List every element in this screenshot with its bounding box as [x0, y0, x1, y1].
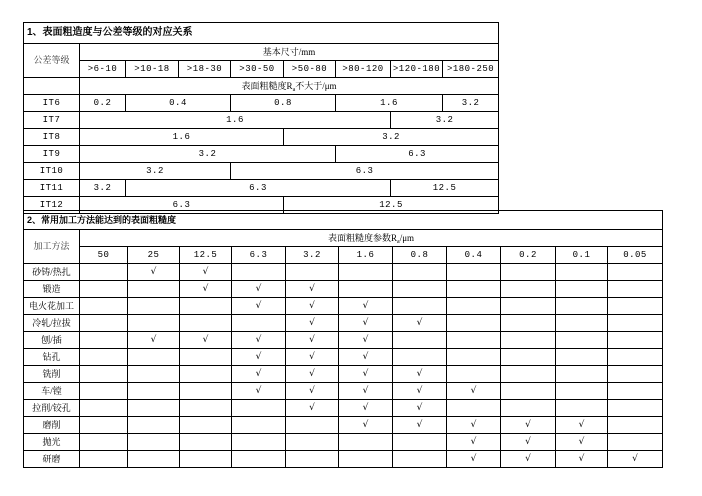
table-row	[24, 315, 663, 332]
size-range-3: >18-30	[179, 61, 231, 78]
empty-cell	[447, 332, 501, 349]
table-row	[24, 332, 663, 349]
check-mark: √	[339, 315, 393, 332]
section1-title: 1、表面粗造度与公差等级的对应关系	[24, 23, 499, 44]
empty-cell	[339, 434, 393, 451]
grade-it7: IT7	[24, 112, 80, 129]
table-row	[24, 451, 663, 468]
empty-cell	[608, 366, 663, 383]
ra-cell: 0.8	[231, 95, 336, 112]
empty-cell	[556, 315, 608, 332]
ra-cell: 3.2	[80, 163, 231, 180]
size-range-5: >50-80	[284, 61, 336, 78]
ra-value-header: 0.05	[608, 247, 663, 264]
empty-cell	[232, 315, 286, 332]
method-name: 抛光	[24, 434, 80, 451]
check-mark: √	[393, 417, 447, 434]
check-mark: √	[393, 400, 447, 417]
method-name: 磨削	[24, 417, 80, 434]
empty-cell	[286, 264, 339, 281]
method-name: 锻造	[24, 281, 80, 298]
empty-cell	[556, 400, 608, 417]
ra-value-header: 0.2	[501, 247, 556, 264]
ra-limit-header: 表面粗糙度$R_a$不大于/μm	[80, 78, 499, 95]
ra-cell: 1.6	[80, 112, 391, 129]
empty-cell	[447, 366, 501, 383]
empty-cell	[80, 281, 128, 298]
empty-cell	[180, 315, 232, 332]
empty-cell	[286, 417, 339, 434]
size-range-8: >180-250	[443, 61, 499, 78]
empty-cell	[556, 281, 608, 298]
empty-cell	[128, 451, 180, 468]
ra-value-header: 50	[80, 247, 128, 264]
ra-cell: 6.3	[80, 197, 284, 214]
empty-cell	[608, 332, 663, 349]
empty-cell	[608, 400, 663, 417]
empty-cell	[608, 383, 663, 400]
empty-cell	[608, 434, 663, 451]
method-name: 研磨	[24, 451, 80, 468]
check-mark: √	[501, 417, 556, 434]
empty-cell	[286, 451, 339, 468]
empty-cell	[501, 349, 556, 366]
check-mark: √	[447, 417, 501, 434]
empty-cell	[80, 349, 128, 366]
tolerance-roughness-table	[23, 22, 499, 214]
ra-cell: 1.6	[80, 129, 284, 146]
empty-cell	[393, 434, 447, 451]
check-mark: √	[447, 451, 501, 468]
check-mark: √	[286, 349, 339, 366]
empty-cell	[80, 451, 128, 468]
method-name: 钻孔	[24, 349, 80, 366]
check-mark: √	[286, 298, 339, 315]
empty-cell	[501, 332, 556, 349]
empty-cell	[447, 349, 501, 366]
check-mark: √	[232, 332, 286, 349]
table-row	[24, 95, 499, 112]
empty-cell	[180, 451, 232, 468]
empty-cell	[556, 349, 608, 366]
empty-cell	[80, 383, 128, 400]
check-mark: √	[286, 332, 339, 349]
table-row	[24, 163, 499, 180]
empty-cell	[80, 332, 128, 349]
table-row	[24, 349, 663, 366]
ra-cell: 3.2	[443, 95, 499, 112]
ra-cell: 12.5	[284, 197, 499, 214]
check-mark: √	[232, 383, 286, 400]
empty-cell	[608, 417, 663, 434]
empty-cell	[128, 417, 180, 434]
check-mark: √	[286, 281, 339, 298]
empty-cell	[447, 281, 501, 298]
empty-cell	[80, 315, 128, 332]
empty-cell	[180, 349, 232, 366]
empty-cell	[180, 366, 232, 383]
empty-cell	[128, 383, 180, 400]
check-mark: √	[286, 383, 339, 400]
empty-cell	[608, 315, 663, 332]
empty-cell	[608, 281, 663, 298]
check-mark: √	[393, 383, 447, 400]
ra-cell: 6.3	[231, 163, 499, 180]
table-row	[24, 180, 499, 197]
check-mark: √	[501, 434, 556, 451]
check-mark: √	[286, 400, 339, 417]
empty-cell	[608, 349, 663, 366]
empty-cell	[393, 332, 447, 349]
check-mark: √	[339, 400, 393, 417]
ra-cell: 3.2	[391, 112, 499, 129]
empty-cell	[128, 298, 180, 315]
empty-cell	[80, 366, 128, 383]
table-row	[24, 146, 499, 163]
ra-value-header: 6.3	[232, 247, 286, 264]
check-mark: √	[393, 366, 447, 383]
method-name: 车/镗	[24, 383, 80, 400]
check-mark: √	[339, 298, 393, 315]
empty-cell	[180, 434, 232, 451]
method-name: 冷轧/拉拔	[24, 315, 80, 332]
size-range-2: >10-18	[126, 61, 179, 78]
check-mark: √	[393, 315, 447, 332]
empty-cell	[393, 451, 447, 468]
empty-cell	[180, 298, 232, 315]
basic-size-header: 基本尺寸/mm	[80, 44, 499, 61]
empty-cell	[80, 417, 128, 434]
empty-cell	[393, 264, 447, 281]
ra-cell: 0.4	[126, 95, 231, 112]
empty-cell	[447, 315, 501, 332]
method-name: 电火花加工	[24, 298, 80, 315]
empty-cell	[447, 298, 501, 315]
ra-value-header: 0.8	[393, 247, 447, 264]
ra-cell: 0.2	[80, 95, 126, 112]
empty-cell	[447, 264, 501, 281]
table-row	[24, 281, 663, 298]
empty-cell	[128, 400, 180, 417]
method-name: 铣削	[24, 366, 80, 383]
check-mark: √	[556, 434, 608, 451]
size-range-7: >120-180	[391, 61, 443, 78]
empty-cell	[501, 383, 556, 400]
empty-cell	[556, 366, 608, 383]
empty-cell	[128, 366, 180, 383]
size-range-6: >80-120	[336, 61, 391, 78]
check-mark: √	[180, 332, 232, 349]
check-mark: √	[339, 366, 393, 383]
empty-cell	[339, 281, 393, 298]
empty-cell	[128, 349, 180, 366]
tolerance-grade-label: 公差等级	[24, 44, 80, 78]
empty-cell	[339, 264, 393, 281]
check-mark: √	[232, 366, 286, 383]
empty-cell	[501, 400, 556, 417]
empty-cell	[180, 383, 232, 400]
empty-cell	[80, 400, 128, 417]
check-mark: √	[556, 451, 608, 468]
ra-cell: 1.6	[336, 95, 443, 112]
check-mark: √	[232, 281, 286, 298]
empty-cell	[556, 332, 608, 349]
check-mark: √	[608, 451, 663, 468]
empty-cell	[608, 264, 663, 281]
grade-it8: IT8	[24, 129, 80, 146]
method-name: 刨/插	[24, 332, 80, 349]
check-mark: √	[339, 349, 393, 366]
ra-cell: 6.3	[336, 146, 499, 163]
empty-cell	[556, 264, 608, 281]
ra-param-header: 表面粗糙度参数$R_a/\mu m$	[80, 230, 663, 247]
method-name: 拉削/铰孔	[24, 400, 80, 417]
empty-cell	[393, 298, 447, 315]
empty-cell	[608, 298, 663, 315]
size-range-4: >30-50	[231, 61, 284, 78]
empty-cell	[339, 451, 393, 468]
empty-cell	[128, 315, 180, 332]
machining-roughness-table	[23, 210, 663, 468]
empty-cell	[128, 434, 180, 451]
empty-cell	[232, 264, 286, 281]
empty-cell	[232, 417, 286, 434]
check-mark: √	[128, 264, 180, 281]
grade-it11: IT11	[24, 180, 80, 197]
ra-value-header: 1.6	[339, 247, 393, 264]
empty-cell	[556, 383, 608, 400]
empty-cell	[393, 349, 447, 366]
grade-it6: IT6	[24, 95, 80, 112]
empty-cell	[556, 298, 608, 315]
section2-title: 2、常用加工方法能达到的表面粗糙度	[24, 211, 663, 230]
table-row	[24, 400, 663, 417]
grade-it9: IT9	[24, 146, 80, 163]
grade-it10: IT10	[24, 163, 80, 180]
check-mark: √	[447, 434, 501, 451]
empty-cell	[232, 451, 286, 468]
check-mark: √	[180, 264, 232, 281]
empty-cell	[501, 298, 556, 315]
ra-cell: 3.2	[80, 146, 336, 163]
ra-value-header: 25	[128, 247, 180, 264]
empty-cell	[80, 264, 128, 281]
empty-cell	[232, 400, 286, 417]
empty-cell	[180, 400, 232, 417]
method-name: 砂铸/热扎	[24, 264, 80, 281]
table-row	[24, 434, 663, 451]
table-row	[24, 264, 663, 281]
empty-cell	[128, 281, 180, 298]
ra-cell: 6.3	[126, 180, 391, 197]
check-mark: √	[556, 417, 608, 434]
ra-value-header: 12.5	[180, 247, 232, 264]
ra-value-header: 0.1	[556, 247, 608, 264]
empty-cell	[393, 281, 447, 298]
empty-cell	[501, 281, 556, 298]
ra-cell: 3.2	[284, 129, 499, 146]
check-mark: √	[447, 383, 501, 400]
check-mark: √	[286, 315, 339, 332]
empty-cell	[80, 434, 128, 451]
table-row	[24, 417, 663, 434]
empty-cell	[447, 400, 501, 417]
ra-values-row	[24, 247, 663, 264]
table-row	[24, 298, 663, 315]
empty-cell	[501, 366, 556, 383]
check-mark: √	[339, 332, 393, 349]
check-mark: √	[286, 366, 339, 383]
table-row	[24, 366, 663, 383]
check-mark: √	[339, 417, 393, 434]
ra-value-header: 3.2	[286, 247, 339, 264]
check-mark: √	[232, 298, 286, 315]
empty-cell	[501, 264, 556, 281]
ra-value-header: 0.4	[447, 247, 501, 264]
check-mark: √	[180, 281, 232, 298]
empty-cell	[232, 434, 286, 451]
check-mark: √	[339, 383, 393, 400]
empty-cell	[286, 434, 339, 451]
table-row	[24, 383, 663, 400]
size-range-1: >6-10	[80, 61, 126, 78]
ra-cell: 3.2	[80, 180, 126, 197]
table-row	[24, 112, 499, 129]
check-mark: √	[232, 349, 286, 366]
method-label: 加工方法	[24, 230, 80, 264]
check-mark: √	[128, 332, 180, 349]
check-mark: √	[501, 451, 556, 468]
ra-cell: 12.5	[391, 180, 499, 197]
empty-cell	[180, 417, 232, 434]
table-row	[24, 129, 499, 146]
empty-cell	[80, 298, 128, 315]
empty-cell	[501, 315, 556, 332]
grade-it12: IT12	[24, 197, 80, 214]
